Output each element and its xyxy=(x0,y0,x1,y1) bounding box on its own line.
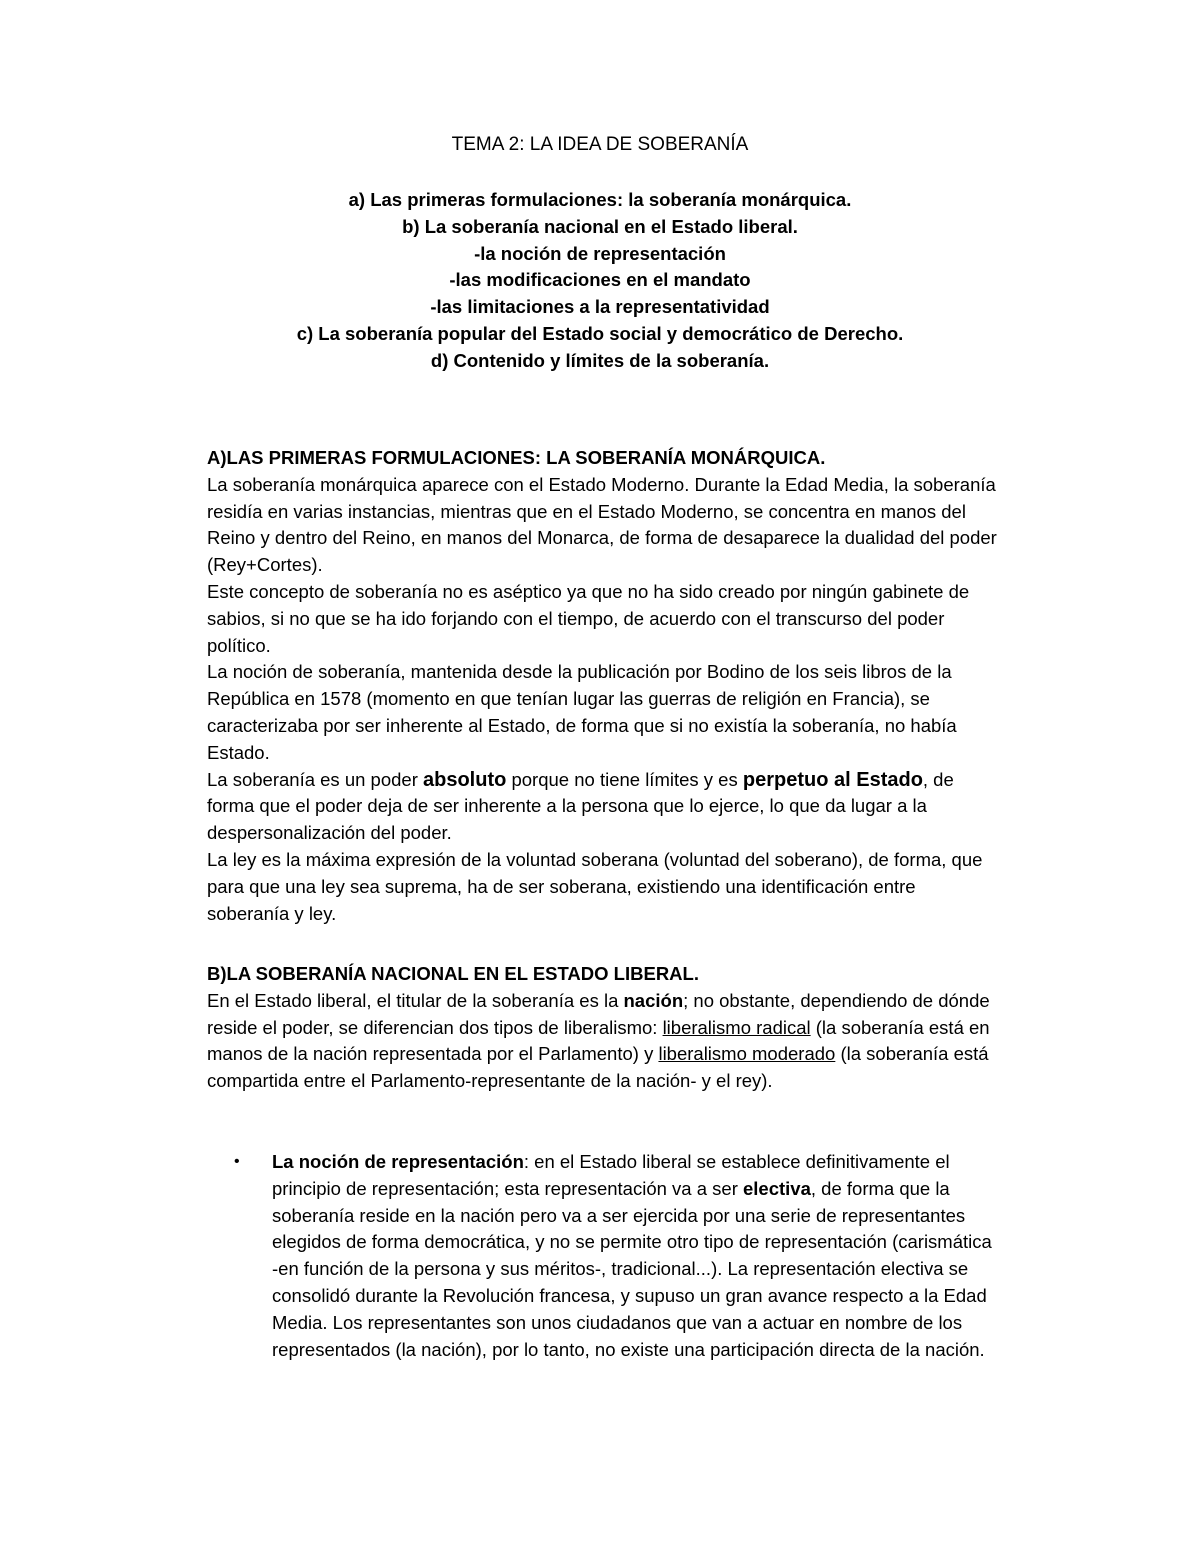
bullet-icon: • xyxy=(234,1153,240,1170)
text-run: , de forma que la soberanía reside en la nación pero va a ser ejercida por una serie de representantes elegidos de forma democrática, y no se permite otro tipo de representación (carismática -en función de la persona y sus méritos-, tradicional...). La representación electiva se consolidó durante la Revolución francesa, y supuso un gran avance respecto a la Edad Media. Los representantes son unos ciudadanos que van a actuar en nombre de los representados (la nación), por lo tanto, no existe una participación directa de la nación. xyxy=(272,1177,992,1360)
toc-item: -la noción de representación xyxy=(474,242,726,264)
list-item xyxy=(272,1149,997,1363)
emphasis-absoluto: absoluto xyxy=(423,768,507,791)
bullet-list xyxy=(234,1149,997,1363)
section-a-paragraph: La soberanía monárquica aparece con el Estado Moderno. Durante la Edad Media, la soberanía residía en varias instancias, mientras que en el Estado Moderno, se concentra en manos del Reino y dentro del Reino, en manos del Monarca, de forma de desaparece la dualidad del poder (Rey+Cortes). xyxy=(207,473,997,576)
term-liberalismo-radical: liberalismo radical xyxy=(662,1016,811,1038)
text-run: porque no tiene límites y es xyxy=(506,768,743,790)
bullet-label: La noción de representación xyxy=(272,1151,524,1172)
toc-item: -las modificaciones en el mandato xyxy=(449,269,751,291)
toc-item: a) Las primeras formulaciones: la soberanía monárquica. xyxy=(348,189,852,210)
section-a-heading: A)LAS PRIMERAS FORMULACIONES: LA SOBERANÍA MONÁRQUICA. xyxy=(207,447,826,468)
section-a-paragraph: La noción de soberanía, mantenida desde la publicación por Bodino de los seis libros de la República en 1578 (momento en que tenían lugar las guerras de religión en Francia), se caracterizaba por ser inherente al Estado, de forma que si no existía la soberanía, no había Estado. xyxy=(207,661,957,763)
section-b-paragraph xyxy=(207,988,997,1095)
section-b xyxy=(207,961,997,1095)
text-run: ; no obstante, dependiendo de dónde reside el poder, se diferencian dos tipos de liberalismo: xyxy=(207,989,990,1038)
toc-item: b) La soberanía nacional en el Estado liberal. xyxy=(402,215,798,237)
toc-item: -las limitaciones a la representatividad xyxy=(430,296,770,318)
emphasis-electiva: electiva xyxy=(743,1177,811,1199)
text-run: , de forma que el poder deja de ser inherente a la persona que lo ejerce, lo que da lugar a la despersonalización del poder. xyxy=(207,768,954,844)
section-a-paragraph: Este concepto de soberanía no es aséptico ya que no ha sido creado por ningún gabinete de sabios, si no que se ha ido forjando con el tiempo, de acuerdo con el transcurso del poder político. xyxy=(207,580,970,656)
section-a-paragraph xyxy=(207,767,997,847)
text-run: : en el Estado liberal se establece definitivamente el principio de representación; esta representación va a ser xyxy=(272,1151,950,1199)
table-of-contents xyxy=(0,187,1200,375)
section-b-heading: B)LA SOBERANÍA NACIONAL EN EL ESTADO LIBERAL. xyxy=(207,963,699,984)
text-run: La soberanía es un poder xyxy=(207,768,423,790)
toc-item: d) Contenido y límites de la soberanía. xyxy=(430,349,770,371)
term-liberalismo-moderado: liberalismo moderado xyxy=(658,1043,836,1065)
document-title: TEMA 2: LA IDEA DE SOBERANÍA xyxy=(451,134,749,155)
emphasis-perpetuo: perpetuo al Estado xyxy=(742,768,923,791)
text-run: (la soberanía está en manos de la nación representada por el Parlamento) y xyxy=(207,1016,990,1065)
text-run: En el Estado liberal, el titular de la soberanía es la xyxy=(207,989,624,1011)
toc-item: c) La soberanía popular del Estado social y democrático de Derecho. xyxy=(296,322,904,344)
text-run: (la soberanía está compartida entre el Parlamento-representante de la nación- y el rey). xyxy=(207,1043,989,1092)
section-a xyxy=(207,445,997,927)
section-a-paragraph: La ley es la máxima expresión de la voluntad soberana (voluntad del soberano), de forma, que para que una ley sea suprema, ha de ser soberana, existiendo una identificación entre soberanía y ley. xyxy=(207,848,983,924)
emphasis-nacion: nación xyxy=(623,989,684,1011)
